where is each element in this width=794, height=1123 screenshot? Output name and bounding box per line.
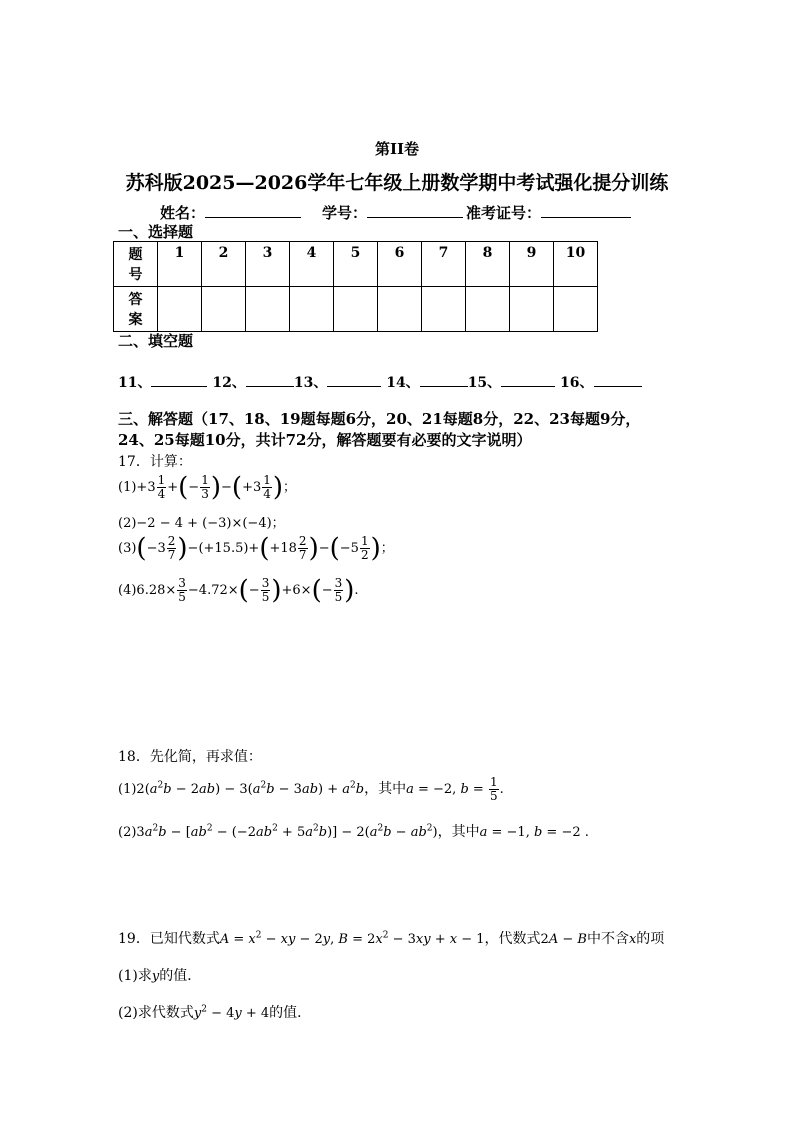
- section-solve-title-line1: 三、解答题（17、18、19题每题6分，20、21每题8分，22、23每题9分，: [118, 410, 641, 428]
- fill-item-label: 11、: [118, 375, 152, 391]
- table-row-numbers: [114, 242, 598, 287]
- answer-cell[interactable]: [202, 287, 246, 332]
- fill-blank[interactable]: [420, 372, 468, 387]
- exam-id-field-row: [466, 202, 631, 223]
- fill-blank[interactable]: [327, 372, 381, 387]
- fill-blank[interactable]: [151, 372, 207, 387]
- q17-part3: (3)(−3 $\frac{2}{7}$ )−(+15.5)+(+18 $\frac{2}{7}$ )−(−5 $\frac{1}{2}$ )；: [118, 533, 394, 564]
- fill-blanks-row: [118, 372, 642, 392]
- q17-part4: (4)6.28× $\frac{3}{5}$ −4.72×(− $\frac{3}{5}$ )+6×(− $\frac{3}{5}$ ).: [118, 575, 359, 606]
- name-field-row: [160, 202, 301, 223]
- answer-table: [113, 241, 598, 332]
- q18-part1: $(1)2(a^2b - 2ab) - 3(a^2b - 3ab) + a^2b$，其中a = −2, b = $\frac{1}{5}$ .: [118, 775, 504, 803]
- fill-blank[interactable]: [501, 372, 555, 387]
- answer-cell[interactable]: [510, 287, 554, 332]
- table-cell: 1: [158, 242, 202, 287]
- fill-item-label: 13、: [293, 375, 328, 391]
- volume-label: 第II卷: [374, 140, 420, 158]
- id-field-row: [322, 202, 463, 223]
- table-cell: 9: [510, 242, 554, 287]
- section-solve-title-line2: 24、25每题10分，共计72分，解答题要有必要的文字说明）: [118, 431, 532, 449]
- answer-cell[interactable]: [290, 287, 334, 332]
- page-title: 苏科版2025—2026学年七年级上册数学期中考试强化提分训练: [125, 172, 669, 194]
- q18-stem: 18．先化简，再求值：: [118, 749, 262, 765]
- q17-part2: (2)−2 − 4 + (−3)×(−4)；: [118, 516, 285, 531]
- section-choice-title: 一、选择题: [118, 223, 194, 241]
- answer-cell[interactable]: [378, 287, 422, 332]
- exam-id-label: 准考证号：: [466, 204, 542, 222]
- table-cell: 8: [466, 242, 510, 287]
- q17-part1: (1)+3 $\frac{1}{4}$ +(− $\frac{1}{3}$ )−(+3 $\frac{1}{4}$ )；: [118, 472, 297, 503]
- table-cell: 10: [554, 242, 598, 287]
- answer-cell[interactable]: [422, 287, 466, 332]
- q18-part2: $(2)3a^2b - [ab^2 - (-2ab^2 + 5a^2b)] - 2(a^2b - ab^2)$，其中a = −1, b = −2 .: [118, 823, 589, 840]
- fill-item-label: 15、: [467, 375, 502, 391]
- name-label: 姓名：: [160, 204, 206, 222]
- exam-id-blank[interactable]: [541, 203, 631, 218]
- q17-stem: 17．计算：: [118, 454, 192, 470]
- fill-item-label: 16、: [560, 375, 594, 391]
- student-id-label: 学号：: [322, 204, 368, 222]
- q19-part2: (2)求代数式$y^2 - 4y + 4$的值．: [118, 1004, 312, 1021]
- student-id-blank[interactable]: [367, 203, 463, 218]
- table-cell: 7: [422, 242, 466, 287]
- table-head-number: 题 号: [114, 242, 158, 287]
- answer-cell[interactable]: [158, 287, 202, 332]
- answer-cell[interactable]: [466, 287, 510, 332]
- table-cell: 6: [378, 242, 422, 287]
- table-head-answer: 答 案: [114, 287, 158, 332]
- table-cell: 4: [290, 242, 334, 287]
- answer-cell[interactable]: [246, 287, 290, 332]
- name-blank[interactable]: [205, 203, 301, 218]
- fill-item-label: 14、: [386, 375, 420, 391]
- fill-blank[interactable]: [246, 372, 294, 387]
- fill-blank[interactable]: [594, 372, 642, 387]
- table-row-answers: [114, 287, 598, 332]
- answer-cell[interactable]: [554, 287, 598, 332]
- answer-cell[interactable]: [334, 287, 378, 332]
- fill-item-label: 12、: [212, 375, 246, 391]
- table-cell: 5: [334, 242, 378, 287]
- table-cell: 2: [202, 242, 246, 287]
- table-cell: 3: [246, 242, 290, 287]
- q19-stem: 19．已知代数式$A = x^2$ − xy − 2y, $B = 2x^2 - 3xy + x - 1$，代数式2A − B中不含x的项: [118, 930, 665, 947]
- q19-part1: (1)求y的值．: [118, 968, 202, 984]
- section-fill-title: 二、填空题: [118, 332, 194, 350]
